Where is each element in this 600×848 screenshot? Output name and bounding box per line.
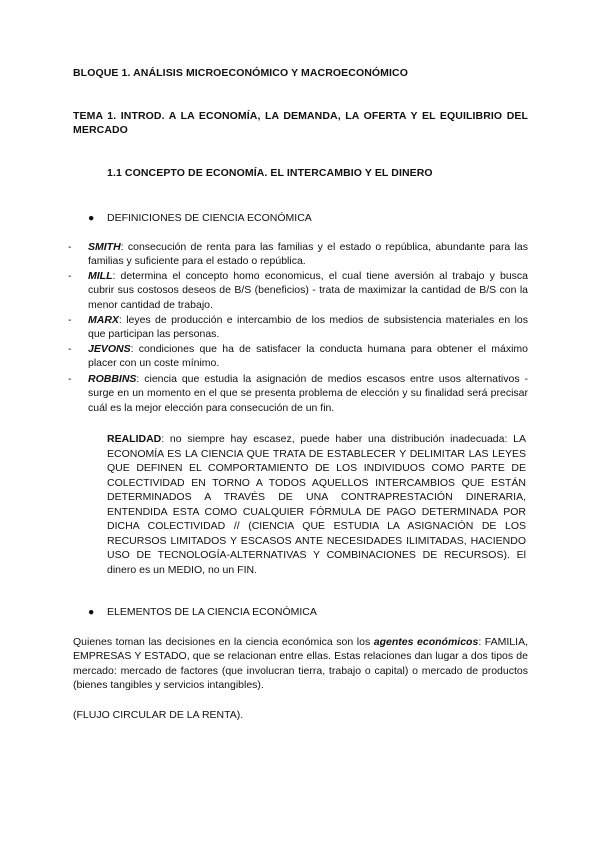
definition-mill	[68, 269, 528, 312]
definition-jevons	[68, 342, 528, 371]
author-name: MARX	[88, 314, 119, 326]
block-title: BLOQUE 1. ANÁLISIS MICROECONÓMICO Y MACROECONÓMICO	[73, 67, 408, 79]
dash-marker: -	[68, 314, 72, 326]
dash-marker: -	[68, 343, 72, 355]
flujo-circular: (FLUJO CIRCULAR DE LA RENTA).	[73, 709, 244, 721]
bullet-dot: ●	[88, 606, 95, 618]
definition-text: : leyes de producción e intercambio de los medios de subsistencia materiales en los que participan las personas.	[88, 314, 528, 341]
author-name: SMITH	[88, 241, 121, 253]
dash-marker: -	[68, 241, 72, 253]
realidad-text: : no siempre hay escasez, puede haber una distribución inadecuada: LA ECONOMÍA ES LA CIENCIA QUE TRATA DE ESTABLECER Y DELIMITAR LAS LEYES QUE DEFINEN EL COMPORTAMIENTO DE LOS INDIVIDUOS COMO PARTE DE COLECTIVIDAD EN TORNO A TODOS AQUELLOS INTERCAMBIOS QUE ESTÁN DETERMINADOS A TRAVÉS DE UNA CONTRAPRESTACIÓN DINERARIA, ENTENDIDA ESTA COMO CUALQUIER FÓRMULA DE PAGO DETERMINADA POR DICHA COLECTIVIDAD // (CIENCIA QUE ESTUDIA LA ASIGNACIÓN DE LOS RECURSOS LIMITADOS Y ESCASOS ANTE NECESIDADES ILIMITADAS, HACIENDO USO DE TECNOLOGÍA-ALTERNATIVAS Y COMBINACIONES DE RECURSOS). El dinero es un MEDIO, no un FIN.	[107, 433, 526, 576]
tema-title: TEMA 1. INTROD. A LA ECONOMÍA, LA DEMANDA, LA OFERTA Y EL EQUILIBRIO DEL MERCADO	[73, 110, 528, 136]
author-name: ROBBINS	[88, 373, 137, 385]
bullet-dot: ●	[88, 212, 95, 224]
definition-robbins	[68, 372, 528, 415]
dash-marker: -	[68, 270, 72, 282]
bullet-definiciones-label: DEFINICIONES DE CIENCIA ECONÓMICA	[107, 212, 312, 224]
definition-marx	[68, 313, 528, 342]
elementos-paragraph	[73, 635, 528, 693]
elementos-text-post: : FAMILIA, EMPRESAS Y ESTADO, que se relacionan entre ellas. Estas relaciones dan lugar a dos tipos de mercado: mercado de factores (que involucran tierra, trabajo o capital) o mercado de productos (bienes tangibles y servicios intangibles).	[73, 636, 528, 692]
elementos-text-pre: Quienes toman las decisiones en la ciencia económica son los	[73, 636, 374, 648]
dash-marker: -	[68, 373, 72, 385]
definition-text: : determina el concepto homo economicus, el cual tiene aversión al trabajo y busca cubrir sus costosos deseos de B/S (beneficios) - trata de maximizar la cantidad de B/S con la menor cantidad de trabajo.	[88, 270, 528, 311]
bullet-elementos-label: ELEMENTOS DE LA CIENCIA ECONÓMICA	[107, 606, 317, 618]
agentes-economicos-emph: agentes económicos	[373, 636, 479, 648]
author-name: MILL	[88, 270, 113, 282]
section-title: 1.1 CONCEPTO DE ECONOMÍA. EL INTERCAMBIO Y EL DINERO	[107, 167, 433, 179]
definition-text: : ciencia que estudia la asignación de medios escasos entre usos alternativos - surge en un momento en el que se presenta problema de elección y su finalidad será precisar cuál es la mejor elección para consecución de un fin.	[88, 373, 528, 414]
realidad-paragraph	[107, 432, 526, 577]
definition-smith	[68, 240, 528, 269]
author-name: JEVONS	[88, 343, 131, 355]
realidad-label: REALIDAD	[107, 433, 162, 445]
definition-text: : consecución de renta para las familias y el estado o república, abundante para las familias y suficiente para el estado o república.	[88, 241, 528, 268]
definition-text: : condiciones que ha de satisfacer la conducta humana para obtener el máximo placer con un coste mínimo.	[88, 343, 528, 370]
